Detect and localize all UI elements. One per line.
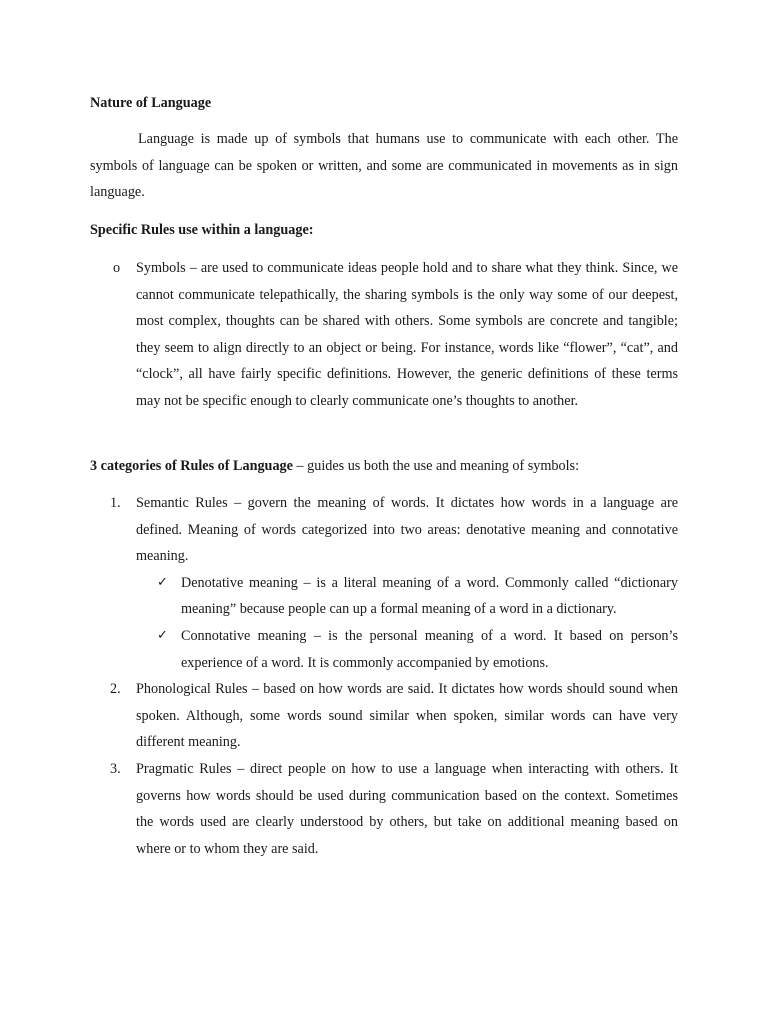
symbols-bullet-item: [113, 255, 678, 415]
rule-number: 1.: [110, 495, 121, 511]
rule-number: 3.: [110, 760, 121, 777]
subitem-denotative: [136, 570, 678, 623]
bullet-marker: o: [113, 260, 121, 276]
checkmark-icon: ✓: [157, 574, 168, 590]
rule-item-pragmatic: [110, 756, 678, 862]
symbols-bullet-text: Symbols – are used to communicate ideas people hold and to share what they think. Since, we cannot communicate telepathically, the sharing symbols is the only way some of our deepest, most complex, thoughts can be shared with others. Some symbols are concrete and tangible; they seem to align directly to an object or being. For instance, words like “flower”, “cat”, and “clock”, all have fairly specific definitions. However, the generic definitions of these terms may not be specific enough to clearly communicate one’s thoughts to another.: [136, 260, 678, 409]
categories-heading-bold: 3 categories of Rules of Language: [90, 458, 293, 474]
rule-text: Phonological Rules – based on how words are said. It dictates how words should sound when spoken. Although, some words sound similar when spoken, similar words can have very different meaning.: [136, 681, 678, 751]
subitem-text: Connotative meaning – is the personal meaning of a word. It based on person’s experience of a word. It is commonly accompanied by emotions.: [181, 627, 678, 671]
intro-paragraph: Language is made up of symbols that humans use to communicate with each other. The symbols of language can be spoken or written, and some are communicated in movements as in sign language.: [90, 131, 678, 201]
rule-item-semantic: [110, 490, 678, 676]
rule-text: Semantic Rules – govern the meaning of words. It dictates how words in a language are defined. Meaning of words categorized into two areas: denotative meaning and connotative meaning.: [136, 495, 678, 565]
rule-number: 2.: [110, 681, 121, 698]
document-title: Nature of Language: [90, 95, 212, 111]
rule-text: Pragmatic Rules – direct people on how to use a language when interacting with others. It governs how words should be used during communication based on the context. Sometimes the words used are clearly understood by others, but take on additional meaning based on where or to whom they are said.: [136, 760, 678, 857]
subitem-connotative: [136, 623, 678, 676]
rule-item-phonological: [110, 676, 678, 756]
categories-heading: [90, 452, 678, 480]
semantic-subitems: [136, 570, 678, 676]
checkmark-icon: ✓: [157, 627, 168, 643]
rules-numbered-list: [110, 490, 678, 862]
categories-heading-rest: – guides us both the use and meaning of symbols:: [292, 458, 580, 474]
subitem-text: Denotative meaning – is a literal meaning of a word. Commonly called “dictionary meaning” because people can up a formal meaning of a word in a dictionary.: [181, 574, 678, 618]
specific-rules-heading: Specific Rules use within a language:: [90, 222, 314, 238]
